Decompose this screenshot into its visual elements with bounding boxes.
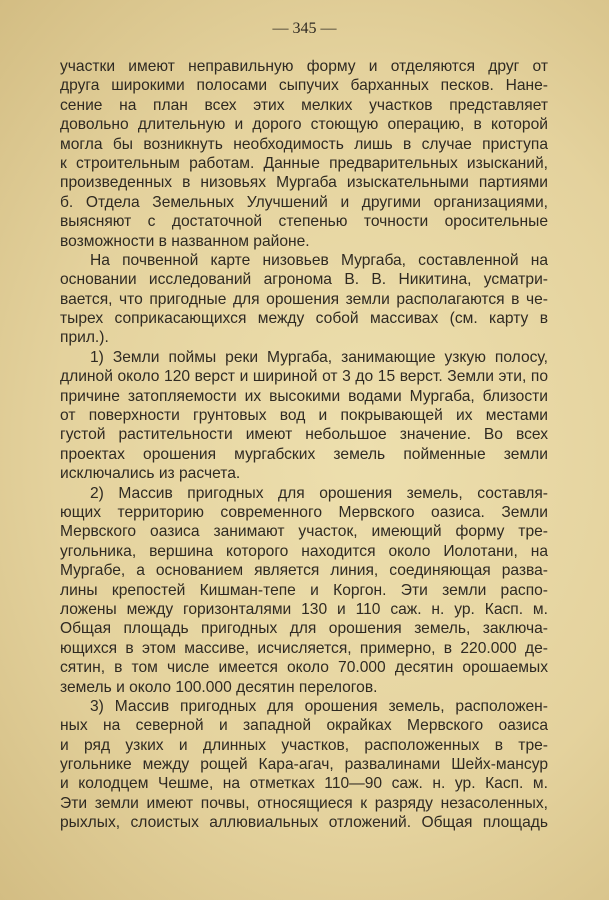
text-line: Общая площадь пригодных для орошения земель, заключа- [60, 620, 548, 638]
text-line: выясняют с достаточной степенью точности оросительные [60, 213, 548, 231]
text-line: возможности в названном районе. [60, 232, 310, 250]
text-line: участки имеют неправильную форму и отделяются друг от [60, 58, 548, 75]
text-line: и ряд узких и длинных участков, расположенных в тре- [60, 736, 548, 754]
text-line: ющихся в этом массиве, исчисляется, примерно, в 220.000 де- [60, 639, 548, 657]
paragraph [60, 251, 548, 348]
text-line: тырех соприкасающихся между собой массивах (см. карту в [60, 310, 548, 328]
text-line: и колодцем Чешме, на отметках 110—90 саж. н. ур. Касп. м. [60, 775, 548, 793]
paragraph [60, 697, 548, 833]
text-line: ных на северной и западной окрайках Мервского оазиса [60, 717, 548, 735]
text-line: На почвенной карте низовьев Мургаба, составленной на [90, 251, 548, 269]
text-line: Мургабе, а основанием является линия, соединяющая разва- [60, 562, 548, 580]
text-line: друга широкими полосами сыпучих барханных песков. Нане- [60, 77, 548, 95]
text-line: 2) Массив пригодных для орошения земель, составля- [90, 484, 548, 502]
text-line: могла бы возникнуть необходимость лишь в случае приступа [60, 135, 548, 153]
text-line: довольно длительную и дорого стоющую операцию, в которой [60, 116, 548, 134]
paragraph [60, 57, 548, 251]
paragraph [60, 348, 548, 484]
text-line: ющих территорию современного Мервского оазиса. Земли [60, 503, 548, 521]
text-line: длиной около 120 верст и шириной от 3 до 15 верст. Земли эти, по [60, 368, 548, 386]
text-line: земель и около 100.000 десятин перелогов. [60, 678, 378, 696]
paragraph [60, 484, 548, 697]
text-line: ложены между горизонталями 130 и 110 саж. н. ур. Касп. м. [60, 600, 548, 618]
text-line: причине затопляемости их высокими водами Мургаба, близости [60, 387, 548, 405]
text-line: угольника, вершина которого находится около Иолотани, на [60, 542, 548, 560]
text-line: проектах орошения мургабских земель пойменные земли [60, 445, 548, 463]
text-line: к строительным работам. Данные предварительных изысканий, [60, 154, 548, 172]
text-line: густой растительности имеют небольшое значение. Во всех [60, 426, 548, 444]
text-line: 1) Земли поймы реки Мургаба, занимающие узкую полосу, [90, 348, 548, 366]
body-text [60, 57, 548, 833]
text-line: сятин, в том числе имеется около 70.000 десятин орошаемых [60, 659, 548, 677]
text-line: угольнике между рощей Кара-агач, развалинами Шейх-мансур [60, 756, 548, 774]
text-line: рыхлых, слоистых аллювиальных отложений. Общая площадь [60, 814, 548, 832]
page-number: — 345 — [272, 20, 337, 37]
text-line: Мервского оазиса занимают участок, имеющий форму тре- [60, 523, 548, 541]
text-line: произведенных в низовьях Мургаба изыскательными партиями [60, 174, 548, 192]
text-line: основании исследований агронома В. В. Никитина, усматри- [60, 271, 548, 289]
text-line: вается, что пригодные для орошения земли располагаются в че- [60, 290, 548, 308]
text-line: от поверхности грунтовых вод и покрывающей их местами [60, 407, 548, 425]
text-line: сение на план всех этих мелких участков представляет [60, 96, 548, 114]
text-line: 3) Массив пригодных для орошения земель, расположен- [90, 697, 548, 715]
text-line: б. Отдела Земельных Улучшений и другими организациями, [60, 193, 548, 211]
text-line: прил.). [60, 329, 109, 347]
text-line: Эти земли имеют почвы, относящиеся к разряду незасоленных, [60, 794, 548, 812]
text-line: лины крепостей Кишман-тепе и Коргон. Эти земли распо- [60, 581, 548, 599]
text-line: исключались из расчета. [60, 465, 241, 483]
